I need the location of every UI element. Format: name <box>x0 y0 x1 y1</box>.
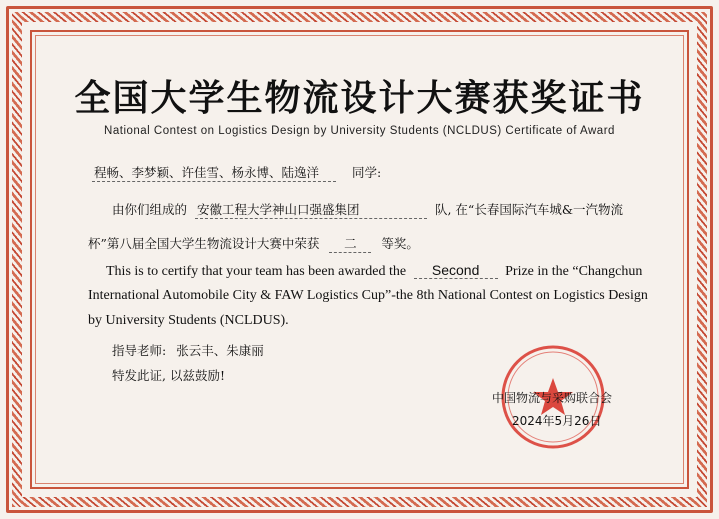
students-names: 程畅、李梦颖、许佳雪、杨永博、陆逸洋 <box>92 163 336 182</box>
advisor-names: 张云丰、朱康丽 <box>176 343 264 358</box>
en-line1-suffix: Prize in the “Changchun <box>505 264 643 279</box>
prize-cn-line <box>88 234 419 253</box>
team-name: 安徽工程大学神山口强盛集团 <box>195 200 427 219</box>
cup-line-prefix: 杯”第八届全国大学生物流设计大赛中荣获 <box>88 236 320 251</box>
advisor-line <box>112 341 264 359</box>
prize-suffix: 等奖。 <box>381 236 419 251</box>
students-suffix: 同学: <box>351 165 382 180</box>
en-line1-prefix: This is to certify that your team has been awarded the <box>106 264 407 279</box>
en-line-2: International Automobile City & FAW Logistics Cup”-the 8th National Contest on Logistics Design <box>88 288 648 303</box>
team-line <box>112 200 623 219</box>
prize-cn: 二 <box>329 234 371 253</box>
certificate-title: 全国大学生物流设计大赛获奖证书 <box>74 78 645 119</box>
closing-line: 特发此证, 以兹鼓励! <box>112 368 225 383</box>
prize-en: Second <box>414 262 498 279</box>
team-suffix: 队, 在“长春国际汽车城&一汽物流 <box>434 202 623 217</box>
advisor-label: 指导老师: <box>112 343 167 358</box>
students-line <box>92 163 381 182</box>
certificate-subtitle: National Contest on Logistics Design by University Students (NCLDUS) Certificate of Award <box>104 125 615 137</box>
issue-date: 2024年5月26日 <box>512 414 602 428</box>
team-prefix: 由你们组成的 <box>112 202 188 217</box>
en-line-3: by University Students (NCLDUS). <box>88 313 289 328</box>
en-line-1 <box>106 262 642 280</box>
issuer-name: 中国物流与采购联合会 <box>492 391 613 405</box>
